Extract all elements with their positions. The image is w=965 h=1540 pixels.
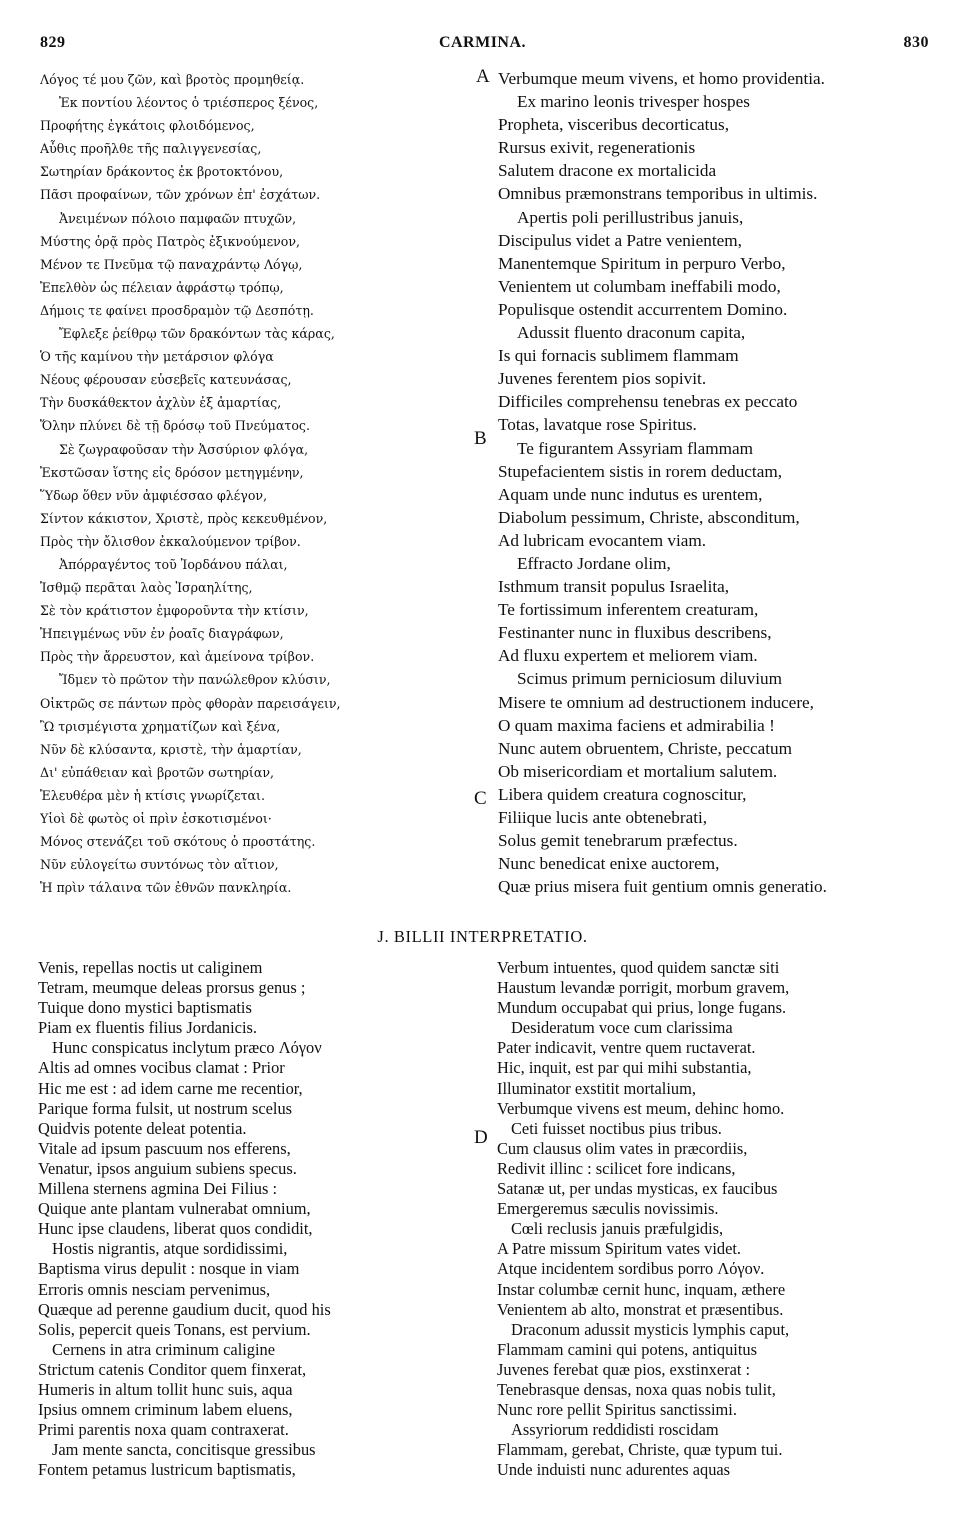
- billii-right-line: Verbumque vivens est meum, dehinc homo.: [497, 1098, 785, 1118]
- latin-translation-column: [498, 67, 928, 898]
- right-page-number: 830: [903, 34, 929, 51]
- greek-line: Νῦν εὐλογείτω συντόνως τὸν αἴτιον,: [40, 857, 279, 873]
- latin-line: Isthmum transit populus Israelita,: [498, 577, 730, 597]
- latin-line: Aquam unde nunc indutus es urentem,: [498, 484, 763, 504]
- greek-line: Ἐπελθὸν ὡς πέλειαν ἀφράστῳ τρόπῳ,: [40, 279, 284, 295]
- latin-line: Effracto Jordane olim,: [517, 553, 671, 573]
- billii-right-line: Instar columbæ cernit hunc, inquam, æthere: [497, 1279, 786, 1299]
- billii-right-column: [497, 958, 937, 1480]
- billii-left-line: Quidvis potente deleat potentia.: [38, 1118, 247, 1138]
- margin-marker-c: C: [474, 788, 487, 809]
- billii-right-line: Haustum levandæ porrigit, morbum gravem,: [497, 978, 790, 998]
- latin-line: Propheta, visceribus decorticatus,: [498, 115, 730, 135]
- greek-line: Ὁ τῆς καμίνου τὴν μετάρσιον φλόγα: [40, 349, 274, 365]
- billii-right-line: Nunc rore pellit Spiritus sanctissimi.: [497, 1400, 737, 1420]
- latin-line: Stupefacientem sistis in rorem deductam,: [498, 461, 782, 481]
- greek-line: Πρὸς τὴν ἄρρευστον, καὶ ἀμείνονα τρίβον.: [40, 649, 315, 665]
- greek-line: Ἡ πρὶν τάλαινα τῶν ἐθνῶν πανκληρία.: [40, 880, 292, 896]
- billii-left-line: Fontem petamus lustricum baptismatis,: [38, 1460, 296, 1480]
- section-title: J. BILLII INTERPRETATIO.: [377, 927, 588, 946]
- billii-right-line: Satanæ ut, per undas mysticas, ex faucibus: [497, 1179, 778, 1199]
- billii-left-line: Tetram, meumque deleas prorsus genus ;: [38, 978, 306, 998]
- margin-marker-d: D: [474, 1127, 488, 1148]
- latin-line: Adussit fluento draconum capita,: [517, 323, 746, 343]
- latin-line: Libera quidem creatura cognoscitur,: [498, 784, 747, 804]
- latin-line: Omnibus præmonstrans temporibus in ultimis.: [498, 184, 818, 204]
- billii-right-line: Flammam, gerebat, Christe, quæ typum tui.: [497, 1440, 783, 1460]
- latin-line: Ob misericordiam et mortalium salutem.: [498, 761, 778, 781]
- billii-left-line: Venis, repellas noctis ut caliginem: [38, 958, 263, 977]
- billii-left-column: [38, 958, 478, 1480]
- billii-left-line: Baptisma virus depulit : nosque in viam: [38, 1259, 300, 1279]
- greek-line: Ἐλευθέρα μὲν ἡ κτίσις γνωρίζεται.: [40, 787, 265, 803]
- latin-line: Populisque ostendit accurrentem Domino.: [498, 299, 788, 319]
- billii-right-line: A Patre missum Spiritum vates videt.: [497, 1239, 742, 1259]
- latin-line: Te figurantem Assyriam flammam: [517, 438, 754, 458]
- greek-line: Ἴδμεν τὸ πρῶτον τὴν πανώλεθρον κλύσιν,: [59, 672, 331, 688]
- billii-right-line: Unde induisti nunc adurentes aquas: [497, 1460, 731, 1480]
- greek-line: Μόνος στενάζει τοῦ σκότους ὁ προστάτης.: [40, 834, 316, 850]
- billii-left-line: Cernens in atra criminum caligine: [52, 1339, 276, 1359]
- greek-line: Μένον τε Πνεῦμα τῷ παναχράντῳ Λόγῳ,: [40, 256, 303, 272]
- greek-line: Ἐκστῶσαν ἵστης εἰς δρόσον μετηγμένην,: [40, 464, 304, 480]
- billii-left-line: Tuique dono mystici baptismatis: [38, 998, 252, 1018]
- billii-left-line: Humeris in altum tollit hunc suis, aqua: [38, 1379, 293, 1399]
- greek-line: Νέους φέρουσαν εὐσεβεῖς κατευνάσας,: [40, 372, 292, 388]
- latin-line: Festinanter nunc in fluxibus describens,: [498, 623, 772, 643]
- latin-line: Difficiles comprehensu tenebras ex peccato: [498, 392, 798, 412]
- latin-line: Filiique lucis ante obtenebrati,: [498, 808, 708, 827]
- latin-line: Verbumque meum vivens, et homo providentia.: [498, 69, 825, 88]
- latin-line: Ad lubricam evocantem viam.: [498, 530, 707, 550]
- latin-line: Diabolum pessimum, Christe, absconditum,: [498, 507, 800, 527]
- greek-line: Μύστης ὁρᾷ πρὸς Πατρὸς ἐξικνούμενον,: [40, 233, 301, 249]
- billii-left-line: Vitale ad ipsum pascuum nos efferens,: [38, 1138, 291, 1158]
- greek-line: Ἀνειμένων πόλοιο παμφαῶν πτυχῶν,: [59, 210, 297, 226]
- greek-line: Υἱοὶ δὲ φωτὸς οἱ πρὶν ἐσκοτισμένοι·: [40, 811, 272, 826]
- latin-line: Discipulus videt a Patre venientem,: [498, 230, 742, 250]
- latin-line: Juvenes ferentem pios sopivit.: [498, 369, 707, 389]
- billii-right-line: Juvenes ferebat quæ pios, exstinxerat :: [497, 1359, 751, 1379]
- billii-right-line: Tenebrasque densas, noxa quas nobis tulit,: [497, 1379, 776, 1399]
- billii-left-line: Ipsius omnem criminum labem eluens,: [38, 1400, 293, 1420]
- billii-left-line: Altis ad omnes vocibus clamat : Prior: [38, 1058, 285, 1078]
- billii-right-line: Emergeremus sæculis novissimis.: [497, 1199, 719, 1219]
- billii-left-line: Solis, pepercit queis Tonans, est pervium.: [38, 1319, 311, 1339]
- latin-line: Manentemque Spiritum in perpuro Verbo,: [498, 253, 786, 273]
- greek-line: Ἐκ ποντίου λέοντος ὁ τριέσπερος ξένος,: [59, 95, 319, 111]
- greek-line: Τὴν δυσκάθεκτον ἀχλὺν ἐξ ἁμαρτίας,: [40, 395, 282, 411]
- billii-right-line: Venientem ab alto, monstrat et præsentibus.: [497, 1299, 784, 1319]
- billii-right-line: Hic, inquit, est par qui mihi substantia,: [497, 1058, 752, 1078]
- billii-right-line: Redivit illinc : scilicet fore indicans,: [497, 1158, 736, 1178]
- billii-right-line: Verbum intuentes, quod quidem sanctæ siti: [497, 958, 780, 977]
- billii-left-line: Primi parentis noxa quam contraxerat.: [38, 1420, 289, 1440]
- latin-line: O quam maxima faciens et admirabilia !: [498, 715, 775, 735]
- billii-left-line: Strictum catenis Conditor quem finxerat,: [38, 1359, 307, 1379]
- billii-left-line: Hunc conspicatus inclytum præco Λόγον: [52, 1038, 322, 1058]
- latin-line: Venientem ut columbam ineffabili modo,: [498, 276, 781, 296]
- latin-line: Ex marino leonis trivesper hospes: [517, 92, 750, 112]
- greek-line: Πᾶσι προφαίνων, τῶν χρόνων ἐπ' ἐσχάτων.: [40, 187, 321, 203]
- billii-left-line: Quæque ad perenne gaudium ducit, quod his: [38, 1299, 331, 1319]
- greek-line: Ἀπόρραγέντος τοῦ Ἰορδάνου πάλαι,: [59, 556, 288, 572]
- running-title: CARMINA.: [438, 34, 527, 51]
- greek-line: Πρὸς τὴν ὄλισθον ἐκκαλούμενον τρίβον.: [40, 533, 301, 549]
- billii-left-line: Jam mente sancta, concitisque gressibus: [52, 1440, 316, 1460]
- greek-line: Λόγος τέ μου ζῶν, καὶ βροτὸς προμηθείᾳ.: [40, 72, 305, 87]
- billii-right-line: Desideratum voce cum clarissima: [511, 1018, 733, 1038]
- billii-right-line: Assyriorum reddidisti roscidam: [511, 1420, 719, 1440]
- latin-line: Solus gemit tenebrarum præfectus.: [498, 831, 738, 851]
- greek-line: Ἰσθμῷ περᾶται λαὸς Ἰσραηλίτης,: [40, 580, 253, 596]
- greek-line: Σίντον κάκιστον, Χριστὲ, πρὸς κεκευθμένον,: [40, 510, 328, 526]
- greek-line: Ἔφλεξε ῥείθρῳ τῶν δρακόντων τὰς κάρας,: [59, 326, 335, 342]
- billii-right-line: Cœli reclusis januis præfulgidis,: [511, 1219, 724, 1239]
- greek-line: Δι' εὐπάθειαν καὶ βροτῶν σωτηρίαν,: [40, 764, 275, 780]
- latin-line: Scimus primum perniciosum diluvium: [517, 669, 782, 689]
- latin-line: Quæ prius misera fuit gentium omnis generatio.: [498, 877, 827, 897]
- margin-marker-b: B: [474, 428, 487, 449]
- greek-line: Ὅλην πλύνει δὲ τῇ δρόσῳ τοῦ Πνεύματος.: [40, 418, 310, 434]
- billii-left-line: Hostis nigrantis, atque sordidissimi,: [52, 1239, 288, 1259]
- latin-line: Ad fluxu expertem et meliorem viam.: [498, 646, 758, 666]
- latin-line: Misere te omnium ad destructionem inducere,: [498, 692, 814, 712]
- greek-line: Σὲ ζωγραφοῦσαν τὴν Ἀσσύριον φλόγα,: [59, 441, 309, 457]
- billii-left-line: Venatur, ipsos anguium subiens specus.: [38, 1158, 297, 1178]
- billii-left-line: Erroris omnis nesciam pervenimus,: [38, 1279, 271, 1299]
- billii-left-line: Piam ex fluentis filius Jordanicis.: [38, 1018, 257, 1038]
- greek-text-column: [40, 68, 470, 899]
- greek-line: Ὕδωρ ὅθεν νῦν ἀμφιέσσαο φλέγον,: [40, 487, 268, 503]
- billii-left-line: Hic me est : ad idem carne me recentior,: [38, 1078, 303, 1098]
- billii-right-line: Atque incidentem sordibus porro Λόγον.: [497, 1259, 765, 1279]
- billii-left-line: Millena sternens agmina Dei Filius :: [38, 1179, 277, 1199]
- greek-line: Νῦν δὲ κλύσαντα, κριστὲ, τὴν ἁμαρτίαν,: [40, 741, 302, 757]
- greek-line: Οἰκτρῶς σε πάντων πρὸς φθορὰν παρεισάγειν,: [40, 695, 341, 711]
- latin-line: Te fortissimum inferentem creaturam,: [498, 600, 759, 620]
- greek-line: Ὢ τρισμέγιστα χρηματίζων καὶ ξένα,: [40, 718, 281, 734]
- latin-line: Rursus exivit, regenerationis: [498, 138, 696, 158]
- latin-line: Is qui fornacis sublimem flammam: [498, 346, 739, 366]
- billii-right-line: Pater indicavit, ventre quem ructaverat.: [497, 1038, 756, 1058]
- billii-right-line: Flammam camini qui potens, antiquitus: [497, 1339, 757, 1359]
- billii-left-line: Quique ante plantam vulnerabat omnium,: [38, 1199, 311, 1219]
- greek-line: Αὖθις προῆλθε τῆς παλιγγενεσίας,: [40, 141, 262, 157]
- left-page-number: 829: [40, 34, 66, 51]
- latin-line: Apertis poli perillustribus januis,: [517, 207, 744, 227]
- greek-line: Σὲ τὸν κράτιστον ἐμφοροῦντα τὴν κτίσιν,: [40, 603, 309, 619]
- greek-line: Δήμοις τε φαίνει προσδραμὸν τῷ Δεσπότῃ.: [40, 302, 314, 318]
- latin-line: Nunc benedicat enixe auctorem,: [498, 854, 720, 874]
- billii-right-line: Illuminator exstitit mortalium,: [497, 1078, 696, 1098]
- latin-line: Salutem dracone ex mortalicida: [498, 161, 717, 181]
- billii-right-line: Draconum adussit mysticis lymphis caput,: [511, 1319, 790, 1339]
- margin-marker-a: A: [476, 66, 490, 87]
- greek-line: Σωτηρίαν δράκοντος ἐκ βροτοκτόνου,: [40, 164, 284, 180]
- greek-line: Ἠπειγμένως νῦν ἐν ῥοαῖς διαγράφων,: [40, 626, 284, 642]
- billii-right-line: Ceti fuisset noctibus pius tribus.: [511, 1118, 722, 1138]
- billii-left-line: Parique forma fulsit, ut nostrum scelus: [38, 1098, 293, 1118]
- latin-line: Nunc autem obruentem, Christe, peccatum: [498, 738, 793, 758]
- billii-right-line: Cum clausus olim vates in præcordiis,: [497, 1138, 748, 1158]
- billii-left-line: Hunc ipse claudens, liberat quos condidit,: [38, 1219, 313, 1239]
- latin-line: Totas, lavatque rose Spiritus.: [498, 415, 697, 435]
- billii-right-line: Mundum occupabat qui prius, longe fugans.: [497, 998, 787, 1018]
- greek-line: Προφήτης ἐγκάτοις φλοιδόμενος,: [40, 118, 255, 134]
